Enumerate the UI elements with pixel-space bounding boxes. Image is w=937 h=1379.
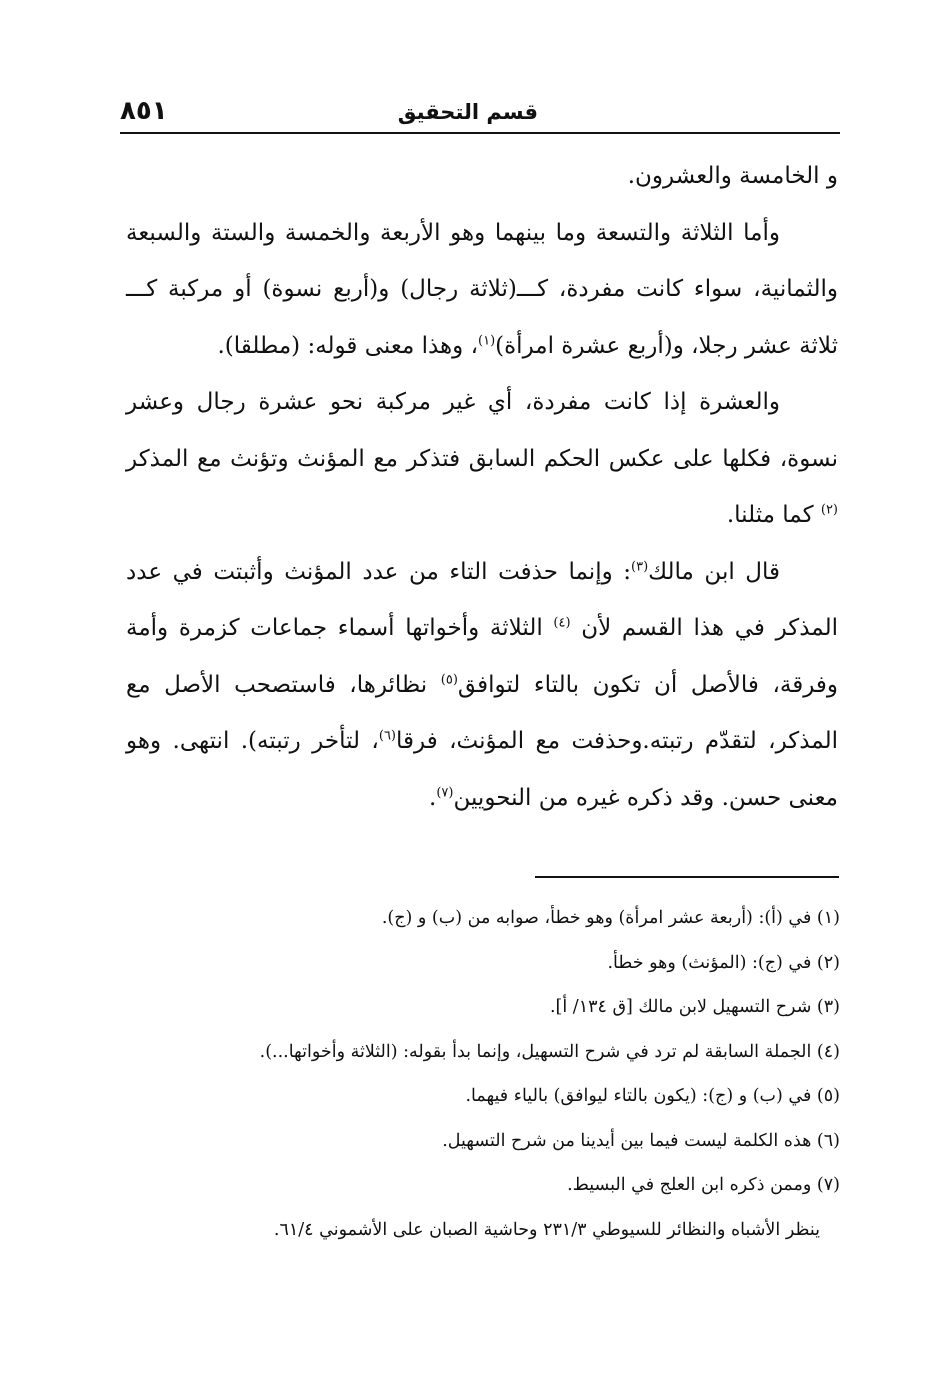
footnote-marker: (٢) [820, 502, 838, 518]
body-paragraph [126, 148, 838, 205]
footnote-3: (٣) شرح التسهيل لابن مالك [ق ١٣٤/ أ]. [549, 997, 840, 1017]
text-run: ، وهذا معنى قوله: (مطلقا). [217, 332, 479, 359]
header-rule [120, 132, 840, 134]
footnote-separator [535, 876, 839, 878]
footnote-4: (٤) الجملة السابقة لم ترد في شرح التسهيل، وإنما بدأ بقوله: (الثلاثة وأخواتها...). [259, 1041, 840, 1062]
text-run: والعشرة إذا كانت مفردة، أي غير مركبة نحو عشرة رجال وعشر نسوة، فكلها على عكس الحكم السابق فتذكر مع المؤنث وتؤنث مع المذكر [126, 389, 838, 472]
body-paragraph [126, 544, 838, 827]
text-run: . [429, 784, 437, 811]
text-run: الثلاثة وأخواتها أسماء جماعات كزمرة وأمة وفرقة، فالأصل أن تكون بالتاء لتوافق [126, 615, 838, 698]
text-run: وأما الثلاثة والتسعة وما بينهما وهو الأربعة والخمسة والستة والسبعة والثمانية، سواء كانت مفردة، كـــ(ثلاثة رجال) و(أربع نسوة) أو مركبة كـــ ثلاثة عشر رجلا، و(أربع عشرة امرأة) [126, 219, 838, 359]
footnote-marker: (١) [478, 332, 496, 348]
footnote-1: (١) في (أ): (أربعة عشر امرأة) وهو خطأ، صوابه من (ب) و (ج). [381, 908, 840, 928]
main-text [126, 148, 838, 826]
text-run: ، لتأخر رتبته). انتهى. وهو معنى حسن. وقد ذكره غيره من النحويين [126, 728, 838, 811]
footnote-marker: (٤) [553, 615, 571, 631]
text-run: و الخامسة والعشرون. [627, 163, 838, 189]
footnotes-list [150, 896, 840, 1252]
section-title: قسم التحقيق [397, 100, 538, 124]
body-paragraph [126, 205, 838, 375]
text-run: كما مثلنا. [726, 502, 821, 528]
footnote-marker: (٣) [631, 558, 649, 574]
footnote-7-continuation: ينظر الأشباه والنظائر للسيوطي ٢٣١/٣ وحاشية الصبان على الأشموني ٦١/٤. [273, 1219, 820, 1240]
text-run: قال ابن مالك [648, 558, 781, 585]
footnote-6: (٦) هذه الكلمة ليست فيما بين أيدينا من شرح التسهيل. [442, 1130, 840, 1151]
text-run: نظائرها، فاستصحب الأصل مع المذكر، لتقدّم رتبته.وحذفت مع المؤنث، فرقا [126, 671, 839, 754]
text-run: : وإنما حذفت التاء من عدد المؤنث وأثبتت في عدد المذكر في هذا القسم لأن [126, 558, 838, 641]
page-number: ٨٥١ [120, 96, 168, 126]
page-header [120, 96, 840, 130]
body-paragraph [126, 374, 838, 544]
footnote-5: (٥) في (ب) و (ج): (يكون بالتاء ليوافق) بالياء فيهما. [465, 1086, 840, 1106]
footnote-marker: (٦) [378, 728, 396, 744]
footnote-2: (٢) في (ج): (المؤنث) وهو خطأ. [607, 952, 840, 973]
footnote-marker: (٥) [440, 671, 458, 687]
footnote-marker: (٧) [436, 784, 454, 800]
footnote-7: (٧) وممن ذكره ابن العلج في البسيط. [567, 1175, 840, 1195]
